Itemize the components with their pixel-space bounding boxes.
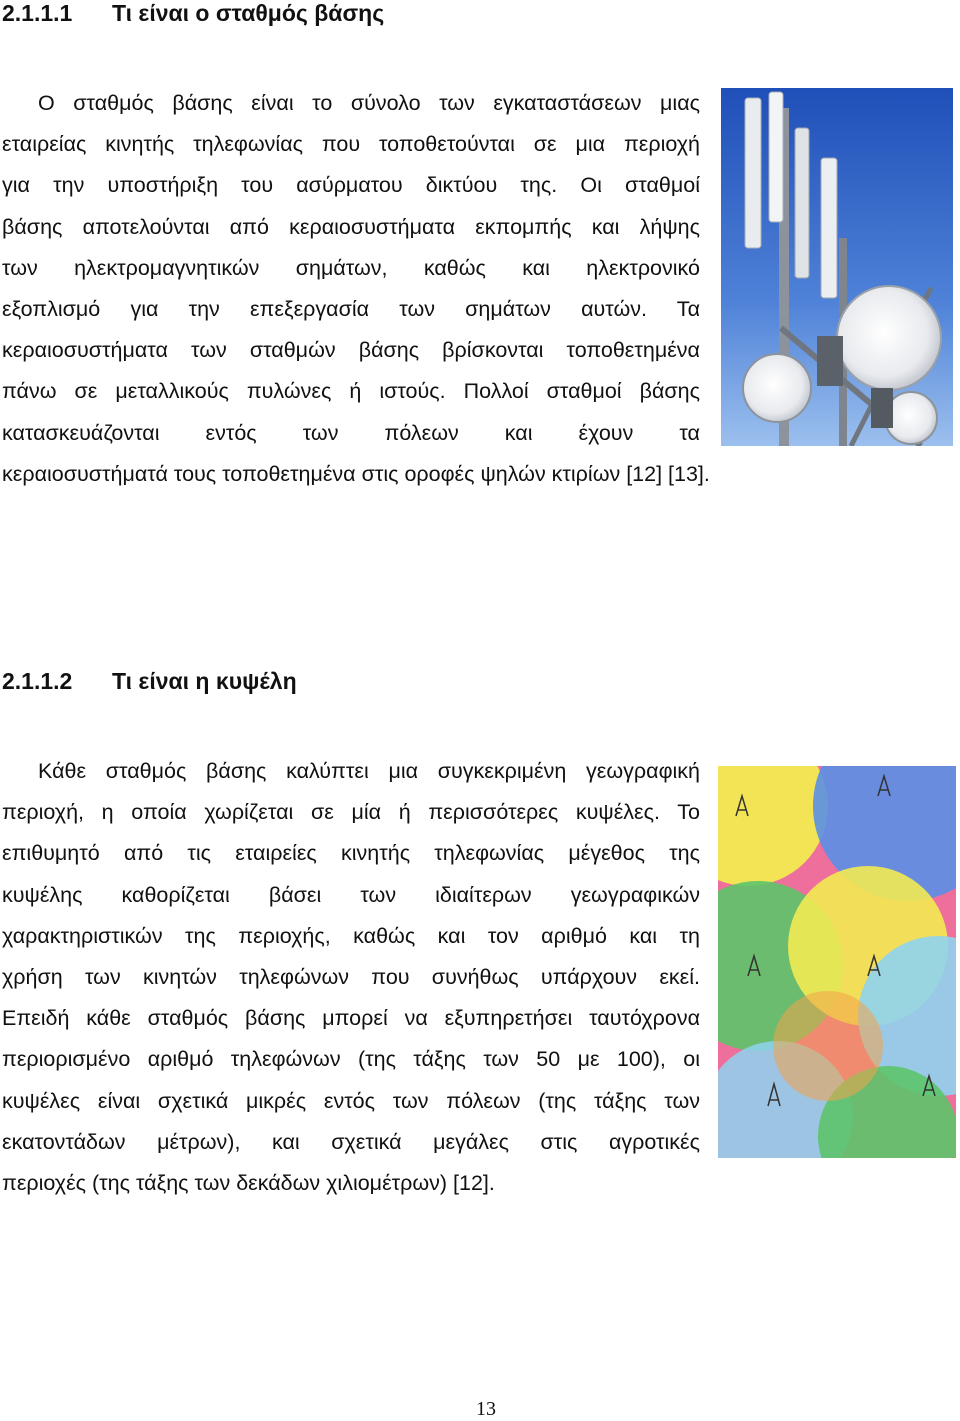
paragraph-line: περιορισμένο αριθμό τηλεφώνων (της τάξης των 50 με 100), οι bbox=[2, 1047, 700, 1072]
paragraph-line: περιοχή, η οποία χωρίζεται σε μία ή περισσότερες κυψέλες. Το bbox=[2, 800, 700, 825]
section-heading-base-station bbox=[2, 0, 384, 27]
paragraph-cell bbox=[2, 751, 700, 1204]
microwave-dish bbox=[743, 354, 811, 422]
paragraph-line: επιθυμητό από τις εταιρείες κινητής τηλεφωνίας μέγεθος της bbox=[2, 841, 700, 866]
coverage-circles-illustration bbox=[718, 766, 956, 1158]
paragraph-line: πάνω σε μεταλλικούς πυλώνες ή ιστούς. Πολλοί σταθμοί βάσης bbox=[2, 379, 700, 404]
paragraph-line: κεραιοσυστήματά τους τοποθετημένα στις οροφές ψηλών κτιρίων [12] [13]. bbox=[2, 461, 710, 486]
paragraph-line: κυψέλες είναι σχετικά μικρές εντός των πόλεων (της τάξης των bbox=[2, 1088, 700, 1113]
antenna-tower-illustration bbox=[721, 88, 953, 446]
panel-antenna bbox=[769, 92, 783, 222]
panel-antenna bbox=[795, 128, 809, 278]
paragraph-base-station bbox=[2, 83, 710, 495]
paragraph-line: περιοχές (της τάξης των δεκάδων χιλιομέτρων) [12]. bbox=[2, 1171, 495, 1196]
paragraph-line: των ηλεκτρομαγνητικών σημάτων, καθώς και ηλεκτρονικό bbox=[2, 255, 700, 280]
section-number: 2.1.1.1 bbox=[2, 0, 73, 26]
page-number: 13 bbox=[476, 1398, 496, 1420]
paragraph-line: κυψέλης καθορίζεται βάσει των ιδιαίτερων γεωγραφικών bbox=[2, 882, 700, 907]
cell-coverage-diagram bbox=[718, 766, 956, 1158]
microwave-dish bbox=[837, 286, 941, 390]
paragraph-line: χρήση των κινητών τηλεφώνων που συνήθως υπάρχουν εκεί. bbox=[2, 965, 700, 990]
paragraph-line: εξοπλισμό για την επεξεργασία των σημάτων αυτών. Τα bbox=[2, 297, 700, 322]
paragraph-line: κεραιοσυστήματα των σταθμών βάσης βρίσκονται τοποθετημένα bbox=[2, 338, 700, 363]
section-number: 2.1.1.2 bbox=[2, 668, 73, 694]
section-heading-cell bbox=[2, 668, 297, 695]
paragraph-line: Επειδή κάθε σταθμός βάσης μπορεί να εξυπηρετήσει ταυτόχρονα bbox=[2, 1006, 700, 1031]
paragraph-line: εκατοντάδων μέτρων), και σχετικά μεγάλες στις αγροτικές bbox=[2, 1129, 700, 1154]
section-title: Τι είναι η κυψέλη bbox=[112, 668, 297, 694]
paragraph-line: για την υποστήριξη του ασύρματου δικτύου της. Οι σταθμοί bbox=[2, 173, 700, 198]
panel-antenna bbox=[745, 98, 761, 248]
panel-antenna bbox=[821, 158, 837, 298]
paragraph-line: βάσης αποτελούνται από κεραιοσυστήματα εκπομπής και λήψης bbox=[2, 214, 700, 239]
coverage-cell bbox=[773, 991, 883, 1101]
section-title: Τι είναι ο σταθμός βάσης bbox=[112, 0, 385, 26]
paragraph-line: Κάθε σταθμός βάσης καλύπτει μια συγκεκριμένη γεωγραφική bbox=[38, 759, 700, 783]
base-station-antenna-photo bbox=[721, 88, 953, 446]
paragraph-line: εταιρείας κινητής τηλεφωνίας που τοποθετούνται σε μια περιοχή bbox=[2, 132, 700, 157]
paragraph-line: Ο σταθμός βάσης είναι το σύνολο των εγκαταστάσεων μιας bbox=[38, 91, 700, 115]
paragraph-line: κατασκευάζονται εντός των πόλεων και έχουν τα bbox=[2, 420, 700, 445]
paragraph-line: χαρακτηριστικών της περιοχής, καθώς και τον αριθμό και τη bbox=[2, 923, 700, 948]
